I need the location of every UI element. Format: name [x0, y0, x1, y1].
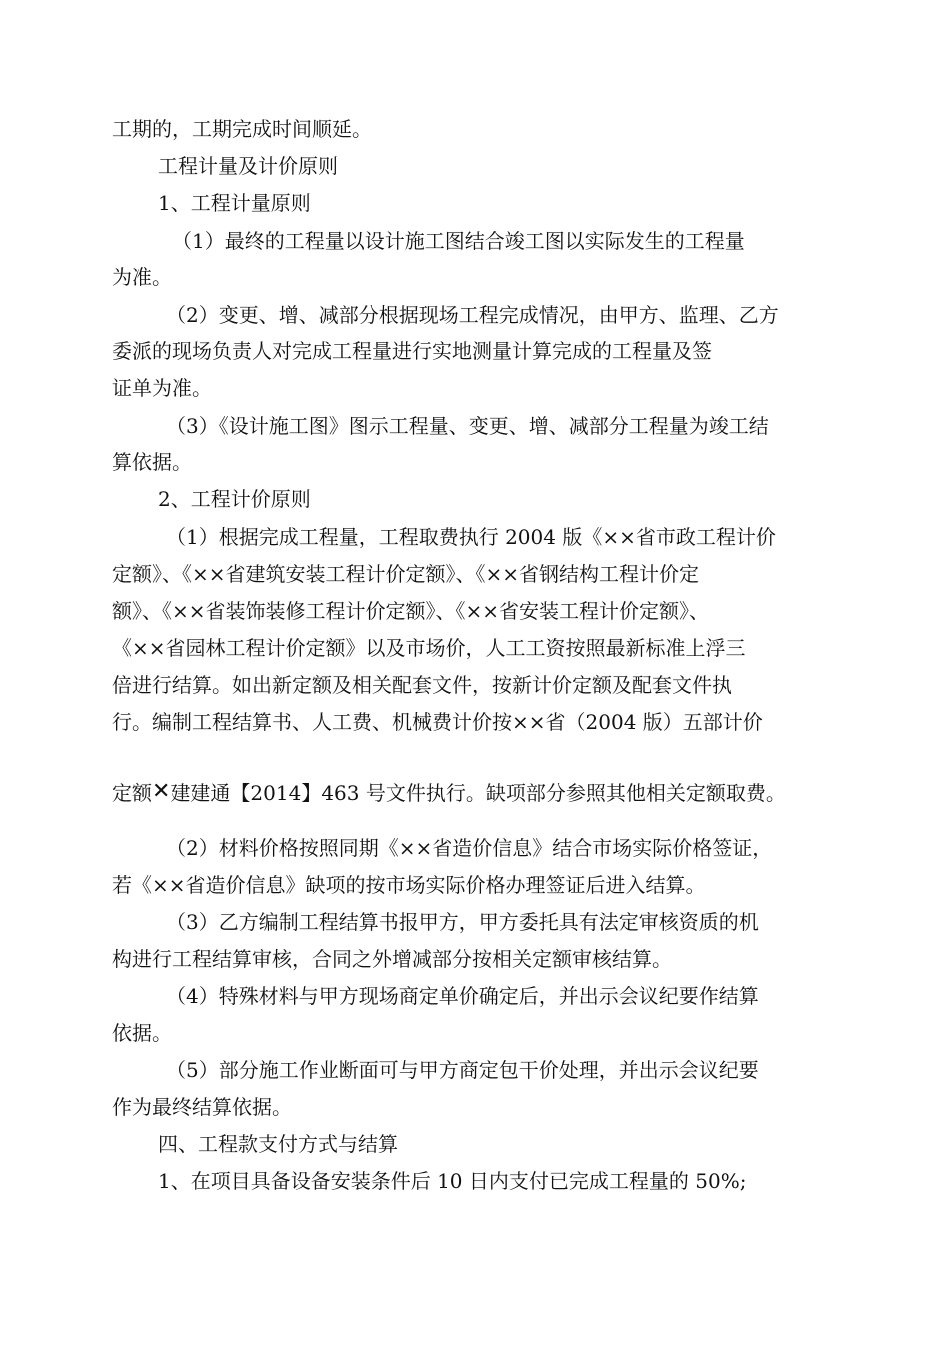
paragraph-line: （3）《设计施工图》图示工程量、变更、增、减部分工程量为竣工结 — [166, 414, 769, 438]
paragraph-line: 委派的现场负责人对完成工程量进行实地测量计算完成的工程量及签 — [112, 339, 712, 363]
paragraph-line: （3）乙方编制工程结算书报甲方，甲方委托具有法定审核资质的机 — [166, 910, 759, 934]
paragraph-line: 若《××省造价信息》缺项的按市场实际价格办理签证后进入结算。 — [112, 873, 706, 897]
line-text: 建建通【2014】463 号文件执行。缺项部分参照其他相关定额取费。 — [170, 781, 786, 805]
paragraph-line: 算依据。 — [112, 450, 192, 474]
paragraph-line: （2）变更、增、减部分根据现场工程完成情况，由甲方、监理、乙方 — [166, 303, 779, 327]
paragraph-line: 额》、《××省装饰装修工程计价定额》、《××省安装工程计价定额》、 — [112, 599, 710, 623]
paragraph-line: 作为最终结算依据。 — [112, 1095, 292, 1119]
line-text: 定额 — [112, 781, 152, 805]
paragraph-line: （2）材料价格按照同期《××省造价信息》结合市场实际价格签证， — [166, 836, 773, 860]
subsection-heading: 2、工程计价原则 — [158, 487, 311, 511]
paragraph-line: 倍进行结算。如出新定额及相关配套文件，按新计价定额及配套文件执 — [112, 673, 732, 697]
paragraph-line: 工期的，工期完成时间顺延。 — [112, 117, 372, 141]
paragraph-line: 依据。 — [112, 1021, 172, 1045]
paragraph-line: 1、在项目具备设备安装条件后 10 日内支付已完成工程量的 50%; — [158, 1169, 747, 1193]
paragraph-line — [112, 780, 786, 806]
paragraph-line: 为准。 — [112, 265, 172, 289]
cross-mark-icon: ✕ — [152, 779, 171, 804]
paragraph-line: 定额》、《××省建筑安装工程计价定额》、《××省钢结构工程计价定 — [112, 562, 700, 586]
paragraph-line: （4）特殊材料与甲方现场商定单价确定后，并出示会议纪要作结算 — [166, 984, 759, 1008]
section-heading: 工程计量及计价原则 — [158, 154, 338, 178]
paragraph-line: （1）最终的工程量以设计施工图结合竣工图以实际发生的工程量 — [172, 229, 745, 253]
paragraph-line: 证单为准。 — [112, 376, 212, 400]
paragraph-line: 行。编制工程结算书、人工费、机械费计价按××省（2004 版）五部计价 — [112, 710, 763, 734]
subsection-heading: 1、工程计量原则 — [158, 191, 311, 215]
section-heading: 四、工程款支付方式与结算 — [158, 1132, 398, 1156]
paragraph-line: （1）根据完成工程量，工程取费执行 2004 版《××省市政工程计价 — [166, 525, 776, 549]
paragraph-line: 《××省园林工程计价定额》以及市场价，人工工资按照最新标准上浮三 — [112, 636, 746, 660]
paragraph-line: 构进行工程结算审核，合同之外增减部分按相关定额审核结算。 — [112, 947, 672, 971]
paragraph-line: （5）部分施工作业断面可与甲方商定包干价处理，并出示会议纪要 — [166, 1058, 759, 1082]
